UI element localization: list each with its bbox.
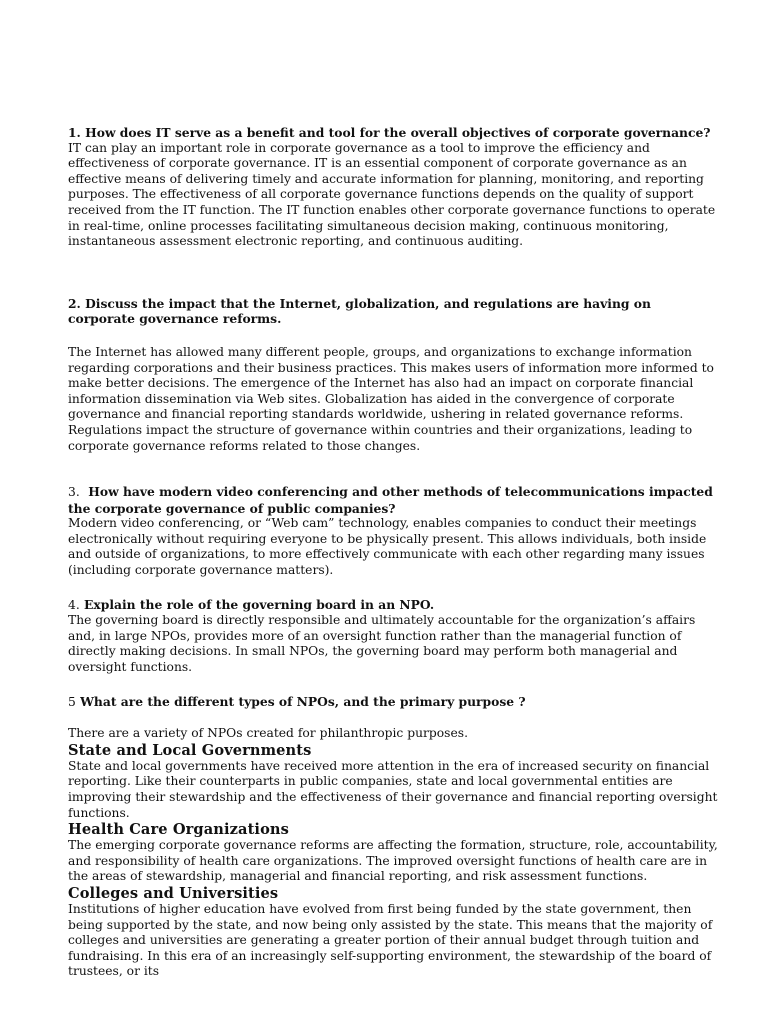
question-5-number: 5 <box>68 694 76 709</box>
question-5 <box>68 694 718 711</box>
spacer <box>68 454 718 484</box>
subsection-heading-colleges: Colleges and Universities <box>68 884 279 902</box>
question-4-number: 4. <box>68 597 80 612</box>
question-5-text: What are the different types of NPOs, and the primary purpose ? <box>80 693 526 709</box>
answer-3: Modern video conferencing, or “Web cam” technology, enables companies to conduct their meetings electronically without requiring everyone to be physically present. This allows individuals, both inside and outside of organizations, to more effectively communicate with each other regarding many issues (including corporate governance matters). <box>68 516 707 578</box>
question-1: 1. How does IT serve as a benefit and tool for the overall objectives of corporate governance? <box>68 125 711 140</box>
question-2: 2. Discuss the impact that the Internet, globalization, and regulations are having on corporate governance reforms. <box>68 295 651 327</box>
spacer <box>68 579 718 597</box>
subsection-text-colleges: Institutions of higher education have evolved from first being funded by the state government, then being supported by the state, and now being only assisted by the state. This means that the majority of colleges and universities are generating a greater portion of their annual budget through tuition and fundraising. In this era of an increasingly self-supporting environment, the stewardship of the board of trustees, or its <box>68 901 713 979</box>
document-page <box>68 125 718 980</box>
question-3-number: 3. <box>68 485 80 500</box>
subsection-text-state-local: State and local governments have received more attention in the era of increased security on financial reporting. Like their counterparts in public companies, state and local governmental entities are improving their stewardship and the effectiveness of their governance and financial reporting oversight functions. <box>68 758 718 820</box>
answer-1: IT can play an important role in corporate governance as a tool to improve the efficiency and effectiveness of corporate governance. IT is an essential component of corporate governance as an effective means of delivering timely and accurate information for planning, monitoring, and reporting purposes. The effectiveness of all corporate governance functions depends on the quality of support received from the IT function. The IT function enables other corporate governance functions to operate in real-time, online processes facilitating simultaneous decision making, continuous monitoring, instantaneous assessment electronic reporting, and continuous auditing. <box>68 140 716 249</box>
subsection-heading-health-care: Health Care Organizations <box>68 821 289 839</box>
question-4-text: Explain the role of the governing board in an NPO. <box>84 596 435 612</box>
question-5-intro: There are a variety of NPOs created for philanthropic purposes. <box>68 726 468 741</box>
subsection-heading-state-local: State and Local Governments <box>68 741 312 759</box>
answer-2: The Internet has allowed many different people, groups, and organizations to exchange information regarding corporations and their business practices. This makes users of information more informed to make better decisions. The emergence of the Internet has also had an impact on corporate financial information dissemination via Web sites. Globalization has aided in the convergence of corporate governance and financial reporting standards worldwide, ushering in related governance reforms. Regulations impact the structure of governance within countries and their organizations, leading to corporate governance reforms related to those changes. <box>68 344 714 453</box>
spacer <box>68 710 718 726</box>
subsection-text-health-care: The emerging corporate governance reforms are affecting the formation, structure, role, accountability, and responsibility of health care organizations. The improved oversight functions of health care are in the areas of stewardship, managerial and financial reporting, and risk assessment functions. <box>68 838 718 884</box>
spacer <box>68 676 718 694</box>
question-3-text: How have modern video conferencing and other methods of telecommunications impacted the corporate governance of public companies? <box>68 484 713 516</box>
spacer <box>68 327 718 345</box>
answer-4: The governing board is directly responsible and ultimately accountable for the organization’s affairs and, in large NPOs, provides more of an oversight function rather than the managerial function of directly making decisions. In small NPOs, the governing board may perform both managerial and oversight functions. <box>68 613 696 675</box>
question-3 <box>68 484 718 516</box>
question-4 <box>68 597 718 614</box>
spacer <box>68 250 718 296</box>
